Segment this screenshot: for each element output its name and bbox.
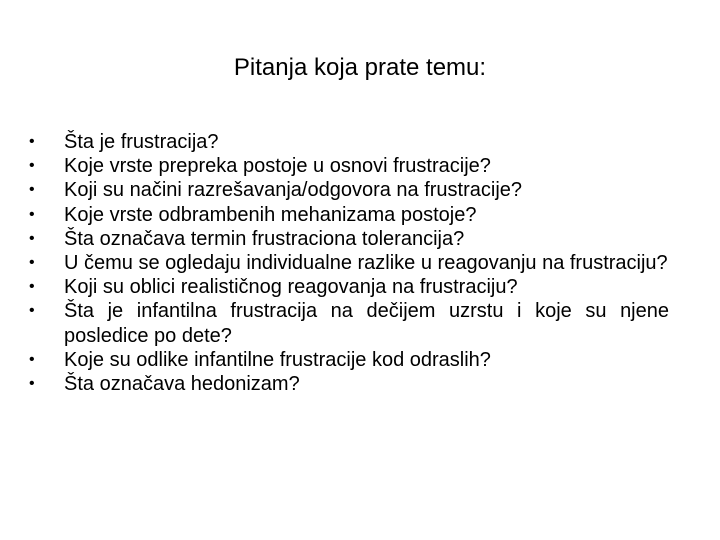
list-item — [29, 372, 669, 396]
bullet-icon: • — [29, 133, 35, 150]
question-text: Koji su načini razrešavanja/odgovora na frustracije? — [64, 179, 523, 202]
question-text: U čemu se ogledaju individualne razlike u reagovanju na frustraciju? — [64, 252, 668, 275]
question-text: Šta je frustracija? — [64, 131, 219, 153]
bullet-icon: • — [29, 375, 35, 393]
list-item — [29, 178, 669, 202]
question-text: Šta označava hedonizam? — [64, 373, 300, 396]
bullet-icon: • — [29, 350, 35, 368]
bullet-icon: • — [29, 254, 35, 272]
list-item — [29, 275, 669, 299]
list-item — [29, 299, 669, 347]
bullet-icon: • — [29, 302, 35, 320]
list-item — [29, 251, 669, 275]
list-item — [29, 130, 669, 154]
bullet-icon: • — [29, 181, 35, 199]
list-item — [29, 227, 669, 251]
question-text: Koji su oblici realističnog reagovanja na frustraciju? — [64, 276, 518, 299]
bullet-icon: • — [29, 229, 35, 247]
question-text: Šta označava termin frustraciona tolerancija? — [64, 227, 465, 250]
question-text: Koje vrste prepreka postoje u osnovi frustracije? — [64, 155, 491, 178]
list-item — [29, 348, 669, 372]
bullet-icon: • — [29, 205, 35, 223]
list-item — [29, 203, 669, 227]
list-item — [29, 154, 669, 178]
question-text: Koje vrste odbrambenih mehanizama postoje? — [64, 203, 477, 226]
question-text: Koje su odlike infantilne frustracije kod odraslih? — [64, 348, 491, 371]
slide-title: Pitanja koja prate temu: — [233, 54, 487, 81]
question-list — [29, 130, 669, 396]
bullet-icon: • — [29, 278, 35, 296]
bullet-icon: • — [29, 157, 35, 175]
question-text: Šta je infantilna frustracija na dečijem uzrstu i koje su njene posledice po dete? — [64, 300, 669, 347]
